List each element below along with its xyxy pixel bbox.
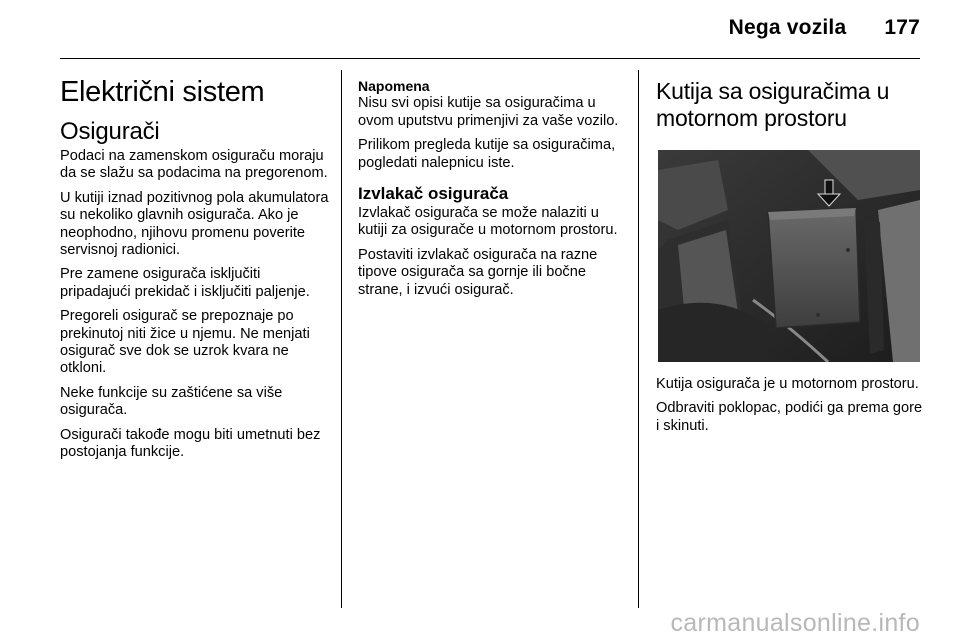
section-name: Nega vozila (728, 16, 847, 39)
paragraph: Neke funkcije su zaštićene sa više osigurača. (60, 384, 283, 419)
paragraph: Pregoreli osigurač se prepoznaje po prekinutoj niti žice u njemu. Ne menjati osigurač sve dok se uzrok kvara ne otkloni. (60, 308, 310, 377)
paragraph: Izvlakač osigurača se može nalaziti u kutiji za osigurače u motornom prostoru. (358, 205, 618, 239)
column-right (656, 78, 924, 442)
chapter-title: Električni sistem (60, 76, 265, 108)
engine-fuse-box-photo (658, 150, 920, 362)
header-rule (60, 58, 920, 59)
page-number: 177 (884, 16, 920, 39)
paragraph: Osigurači takođe mogu biti umetnuti bez postojanja funkcije. (60, 426, 321, 461)
section-title-engine-fusebox: Kutija sa osiguračima u motornom prostoru (656, 78, 890, 131)
paragraph: U kutiji iznad pozitivnog pola akumulatora su nekoliko glavnih osigurača. Ako je neophodno, njihovu promenu poverite servisnoj radionici. (60, 189, 329, 259)
column-divider-2 (638, 70, 639, 608)
note-paragraph: Prilikom pregleda kutije sa osiguračima, pogledati nalepnicu iste. (358, 137, 616, 171)
paragraph: Postaviti izvlakač osigurača na razne tipove osigurača sa gornje ili bočne strane, i izvući osigurač. (358, 246, 598, 298)
section-title-fuses: Osigurači (60, 118, 160, 145)
note-box (358, 78, 630, 172)
paragraph: Odbraviti poklopac, podići ga prema gore i skinuti. (656, 400, 923, 434)
paragraph: Podaci na zamenskom osiguraču moraju da se slažu sa podacima na pregorenom. (60, 148, 328, 182)
section-title-fuse-puller: Izvlakač osigurača (358, 184, 509, 204)
paragraph: Pre zamene osigurača isključiti pripadajući prekidač i isključiti paljenje. (60, 266, 310, 300)
watermark: carmanualsonline.info (670, 609, 920, 637)
note-label: Napomena (358, 78, 430, 94)
paragraph: Kutija osigurača je u motornom prostoru. (656, 376, 919, 392)
note-paragraph: Nisu svi opisi kutije sa osiguračima u ovom uputstvu primenjivi za vaše vozilo. (358, 95, 619, 129)
column-divider-1 (341, 70, 342, 608)
column-middle (358, 78, 630, 306)
column-left (60, 68, 332, 469)
running-header (729, 16, 920, 40)
